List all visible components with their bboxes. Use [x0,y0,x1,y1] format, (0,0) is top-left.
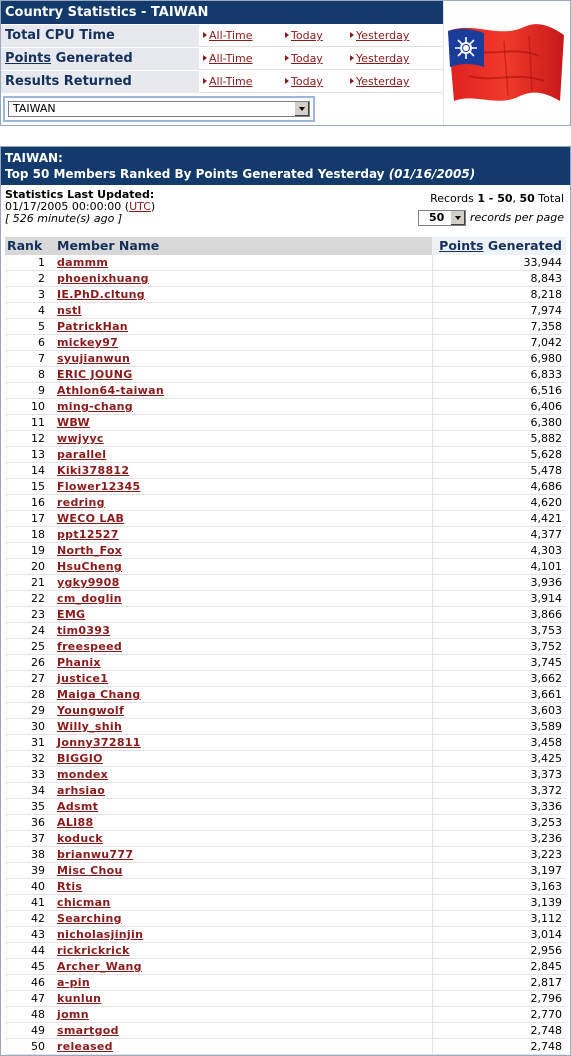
rank-cell: 20 [31,560,45,573]
points-cell: 3,589 [432,719,566,735]
table-row [5,847,566,863]
member-name-link[interactable]: rickrickrick [57,944,130,957]
arrow-icon [350,55,354,61]
ranking-title-text: Top 50 Members Ranked By Points Generated Yesterday [5,167,389,181]
rank-cell: 27 [31,672,45,685]
member-name-link[interactable]: syujianwun [57,352,131,365]
points-cell: 3,752 [432,639,566,655]
period-links [199,25,443,47]
points-cell: 3,745 [432,655,566,671]
points-cell: 3,661 [432,687,566,703]
points-cell: 7,042 [432,335,566,351]
link-points-today[interactable] [285,52,323,65]
rank-cell: 36 [31,816,45,829]
stat-row-cpu-time [1,25,443,47]
rank-cell: 49 [31,1024,45,1037]
points-cell: 2,956 [432,943,566,959]
member-name-link[interactable]: BIGGIO [57,752,103,765]
member-name-link[interactable]: koduck [57,832,103,845]
records-total: 50 [519,192,535,205]
points-cell: 5,478 [432,463,566,479]
member-name-link[interactable]: Jonny372811 [57,736,141,749]
arrow-icon [350,78,354,84]
last-updated-ago: [ 526 minute(s) ago ] [5,212,123,225]
table-row [5,495,566,511]
member-name-link[interactable]: HsuCheng [57,560,123,573]
period-links [199,71,443,93]
rank-cell: 30 [31,720,45,733]
points-cell: 8,218 [432,287,566,303]
table-row [5,687,566,703]
rank-cell: 6 [38,336,45,349]
member-name-link[interactable]: Flower12345 [57,480,141,493]
arrow-icon [203,55,207,61]
table-row [5,991,566,1007]
member-name-link[interactable]: nicholasjinjin [57,928,144,941]
ranking-title [1,147,570,185]
member-name-link[interactable]: chicman [57,896,111,909]
rank-cell: 10 [31,400,45,413]
points-cell: 2,817 [432,975,566,991]
rank-cell: 29 [31,704,45,717]
points-cell: 2,770 [432,1007,566,1023]
col-points [432,237,566,255]
country-select-frame [3,96,315,122]
table-row [5,655,566,671]
member-name-link[interactable]: parallel [57,448,107,461]
link-label: All-Time [209,29,253,42]
rank-cell: 8 [38,368,45,381]
stat-row-results [1,71,443,93]
rank-cell: 38 [31,848,45,861]
table-row [5,399,566,415]
member-name-link[interactable]: freespeed [57,640,123,653]
points-cell: 2,796 [432,991,566,1007]
link-label: All-Time [209,75,253,88]
table-row [5,719,566,735]
rank-cell: 17 [31,512,45,525]
member-name-link[interactable]: Searching [57,912,122,925]
rank-cell: 7 [38,352,45,365]
table-row [5,943,566,959]
table-row [5,639,566,655]
member-name-link[interactable]: phoenixhuang [57,272,149,285]
stat-label-text: Total CPU Time [5,28,115,43]
rank-cell: 23 [31,608,45,621]
arrow-icon [350,32,354,38]
table-row [5,1007,566,1023]
table-row [5,879,566,895]
member-name-link[interactable]: jomn [57,1008,89,1021]
table-row [5,831,566,847]
member-name-link[interactable]: justice1 [57,672,109,685]
member-name-link[interactable]: Rtis [57,880,83,893]
rank-cell: 46 [31,976,45,989]
member-name-link[interactable]: PatrickHan [57,320,128,333]
chevron-down-icon [299,107,305,111]
rank-cell: 12 [31,432,45,445]
dropdown-arrow-icon[interactable] [450,211,465,225]
table-row [5,383,566,399]
table-row [5,671,566,687]
table-row [5,863,566,879]
points-cell: 3,425 [432,751,566,767]
member-name-link[interactable]: ppt12527 [57,528,119,541]
rank-cell: 9 [38,384,45,397]
points-cell: 3,223 [432,847,566,863]
points-cell: 5,628 [432,447,566,463]
stat-row-points [1,48,443,70]
member-name-link[interactable]: mickey97 [57,336,119,349]
rank-cell: 28 [31,688,45,701]
link-results-all-time[interactable] [203,75,253,88]
arrow-icon [203,78,207,84]
points-cell: 3,197 [432,863,566,879]
points-cell: 2,748 [432,1023,566,1039]
points-cell: 8,843 [432,271,566,287]
member-name-link[interactable]: ygky9908 [57,576,120,589]
stat-label-text: Generated [51,51,133,66]
table-row [5,607,566,623]
table-row [5,287,566,303]
points-cell: 4,421 [432,511,566,527]
link-points-yesterday[interactable] [350,52,409,65]
table-row [5,303,566,319]
rank-cell: 11 [31,416,45,429]
arrow-icon [285,55,289,61]
link-cpu-today[interactable] [285,29,323,42]
rank-cell: 3 [38,288,45,301]
points-cell: 3,936 [432,575,566,591]
points-cell: 3,373 [432,767,566,783]
table-row [5,319,566,335]
link-label: Yesterday [356,75,410,88]
link-label: Yesterday [356,52,410,65]
table-row [5,703,566,719]
member-name-link[interactable]: Willy_shih [57,720,123,733]
points-cell: 4,101 [432,559,566,575]
member-name-link[interactable]: redring [57,496,105,509]
rank-cell: 14 [31,464,45,477]
table-header [5,237,566,255]
points-cell: 2,748 [432,1039,566,1055]
panel-title: Country Statistics - TAIWAN [1,1,443,24]
table-row [5,735,566,751]
link-label: Today [291,29,323,42]
link-results-today[interactable] [285,75,323,88]
per-page-select[interactable] [418,210,466,226]
rank-cell: 43 [31,928,45,941]
points-help-link[interactable]: Points [5,51,52,66]
rank-cell: 39 [31,864,45,877]
ranking-panel [0,146,571,1056]
rank-cell: 44 [31,944,45,957]
records-sep: , [512,192,520,205]
points-cell: 3,603 [432,703,566,719]
rank-cell: 24 [31,624,45,637]
rank-cell: 45 [31,960,45,973]
country-select-value: TAIWAN [13,102,56,115]
link-points-all-time[interactable] [203,52,253,65]
arrow-icon [203,32,207,38]
points-cell: 6,380 [432,415,566,431]
rank-cell: 47 [31,992,45,1005]
link-label: Today [291,75,323,88]
points-cell: 3,139 [432,895,566,911]
table-row [5,767,566,783]
table-row [5,559,566,575]
table-row [5,351,566,367]
points-cell: 7,974 [432,303,566,319]
rank-cell: 37 [31,832,45,845]
table-row [5,431,566,447]
records-range: 1 - 50 [477,192,513,205]
rank-cell: 26 [31,656,45,669]
stat-label-results [1,71,199,93]
table-row [5,335,566,351]
table-row [5,543,566,559]
per-page-label: records per page [469,211,564,224]
chevron-down-icon [455,216,461,220]
link-label: Yesterday [356,29,410,42]
member-name-link[interactable]: tim0393 [57,624,111,637]
rank-cell: 34 [31,784,45,797]
flag-image [443,1,570,125]
table-row [5,527,566,543]
link-results-yesterday[interactable] [350,75,409,88]
points-cell: 3,236 [432,831,566,847]
points-cell: 6,980 [432,351,566,367]
link-cpu-all-time[interactable] [203,29,253,42]
rank-cell: 33 [31,768,45,781]
points-cell: 3,662 [432,671,566,687]
points-cell: 3,253 [432,815,566,831]
table-row [5,799,566,815]
records-prefix: Records [430,192,478,205]
rank-cell: 18 [31,528,45,541]
table-row [5,815,566,831]
member-name-link[interactable]: cm_doglin [57,592,122,605]
member-name-link[interactable]: EMG [57,608,86,621]
table-row [5,1039,566,1055]
points-cell: 6,516 [432,383,566,399]
last-updated-info [5,189,155,225]
link-label: All-Time [209,52,253,65]
rank-cell: 40 [31,880,45,893]
member-name-link[interactable]: Archer_Wang [57,960,142,973]
country-stats-panel [0,0,571,126]
member-name-link[interactable]: dammm [57,256,109,269]
table-row [5,415,566,431]
table-row [5,479,566,495]
points-cell: 4,620 [432,495,566,511]
points-cell: 4,303 [432,543,566,559]
member-name-link[interactable]: Youngwolf [57,704,125,717]
points-cell: 3,753 [432,623,566,639]
table-row [5,367,566,383]
link-cpu-yesterday[interactable] [350,29,409,42]
rank-cell: 50 [31,1040,45,1053]
member-name-link[interactable]: Phanix [57,656,101,669]
rank-cell: 16 [31,496,45,509]
points-cell: 5,882 [432,431,566,447]
country-select[interactable] [8,101,310,117]
points-cell: 33,944 [432,255,566,271]
rank-cell: 21 [31,576,45,589]
rank-cell: 22 [31,592,45,605]
member-name-link[interactable]: brianwu777 [57,848,134,861]
member-name-link[interactable]: ERIC JOUNG [57,368,133,381]
table-row [5,911,566,927]
last-updated-heading: Statistics Last Updated: [5,188,155,201]
records-count [430,192,564,205]
member-name-link[interactable]: Misc Chou [57,864,123,877]
member-name-link[interactable]: WBW [57,416,90,429]
col-rank: Rank [7,238,43,253]
points-cell: 3,014 [432,927,566,943]
member-name-link[interactable]: North_Fox [57,544,123,557]
member-table [5,255,566,1055]
paren-close: ) [150,200,156,213]
points-cell: 3,163 [432,879,566,895]
rank-cell: 13 [31,448,45,461]
table-row [5,511,566,527]
rank-cell: 25 [31,640,45,653]
table-row [5,447,566,463]
rank-cell: 41 [31,896,45,909]
ranking-title-line [5,166,570,182]
table-row [5,975,566,991]
stat-label-points [1,48,199,70]
points-cell: 7,358 [432,319,566,335]
stat-label-cpu-time [1,25,199,47]
table-row [5,783,566,799]
stat-label-text: Results Returned [5,74,132,89]
member-name-link[interactable]: a-pin [57,976,90,989]
rank-cell: 4 [38,304,45,317]
records-per-page [418,210,564,226]
table-row [5,959,566,975]
member-name-link[interactable]: Kiki378812 [57,464,130,477]
points-cell: 3,372 [432,783,566,799]
points-cell: 6,833 [432,367,566,383]
table-row [5,463,566,479]
member-name-link[interactable]: Adsmt [57,800,99,813]
member-name-link[interactable]: ming-chang [57,400,133,413]
points-cell: 2,845 [432,959,566,975]
points-cell: 3,458 [432,735,566,751]
member-name-link[interactable]: mondex [57,768,109,781]
rank-cell: 5 [38,320,45,333]
table-row [5,927,566,943]
member-name-link[interactable]: nstl [57,304,82,317]
points-cell: 3,866 [432,607,566,623]
member-name-link[interactable]: arhsiao [57,784,106,797]
member-name-link[interactable]: wwjyyc [57,432,104,445]
table-row [5,575,566,591]
col-points-sort-link[interactable]: Points [439,238,484,253]
ranking-title-date: (01/16/2005) [388,167,476,181]
rank-cell: 48 [31,1008,45,1021]
arrow-icon [285,78,289,84]
rank-cell: 1 [38,256,45,269]
points-cell: 3,112 [432,911,566,927]
member-name-link[interactable]: WECO LAB [57,512,125,525]
table-row [5,255,566,271]
rank-cell: 31 [31,736,45,749]
dropdown-arrow-icon[interactable] [294,102,309,116]
col-member-name: Member Name [57,238,160,253]
rank-cell: 19 [31,544,45,557]
member-name-link[interactable]: released [57,1040,113,1053]
member-name-link[interactable]: ALI88 [57,816,94,829]
table-row [5,623,566,639]
table-row [5,271,566,287]
member-name-link[interactable]: Maiga Chang [57,688,141,701]
period-links [199,48,443,70]
member-name-link[interactable]: smartgod [57,1024,119,1037]
points-cell: 3,914 [432,591,566,607]
table-row [5,1023,566,1039]
points-cell: 6,406 [432,399,566,415]
per-page-value: 50 [428,211,445,224]
table-row [5,591,566,607]
taiwan-flag-icon [444,1,571,125]
col-points-label: Generated [483,238,562,253]
rank-cell: 42 [31,912,45,925]
table-row [5,895,566,911]
points-cell: 4,377 [432,527,566,543]
member-name-link[interactable]: IE.PhD.cltung [57,288,145,301]
arrow-icon [285,32,289,38]
table-row [5,751,566,767]
utc-link[interactable]: UTC [129,200,151,213]
records-suffix: Total [534,192,564,205]
member-name-link[interactable]: Athlon64-taiwan [57,384,165,397]
rank-cell: 15 [31,480,45,493]
rank-cell: 32 [31,752,45,765]
last-updated-time-text: 01/17/2005 00:00:00 ( [5,200,130,213]
rank-cell: 2 [38,272,45,285]
points-cell: 3,336 [432,799,566,815]
ranking-title-country: TAIWAN: [5,151,63,165]
member-name-link[interactable]: kunlun [57,992,102,1005]
points-cell: 4,686 [432,479,566,495]
link-label: Today [291,52,323,65]
rank-cell: 35 [31,800,45,813]
